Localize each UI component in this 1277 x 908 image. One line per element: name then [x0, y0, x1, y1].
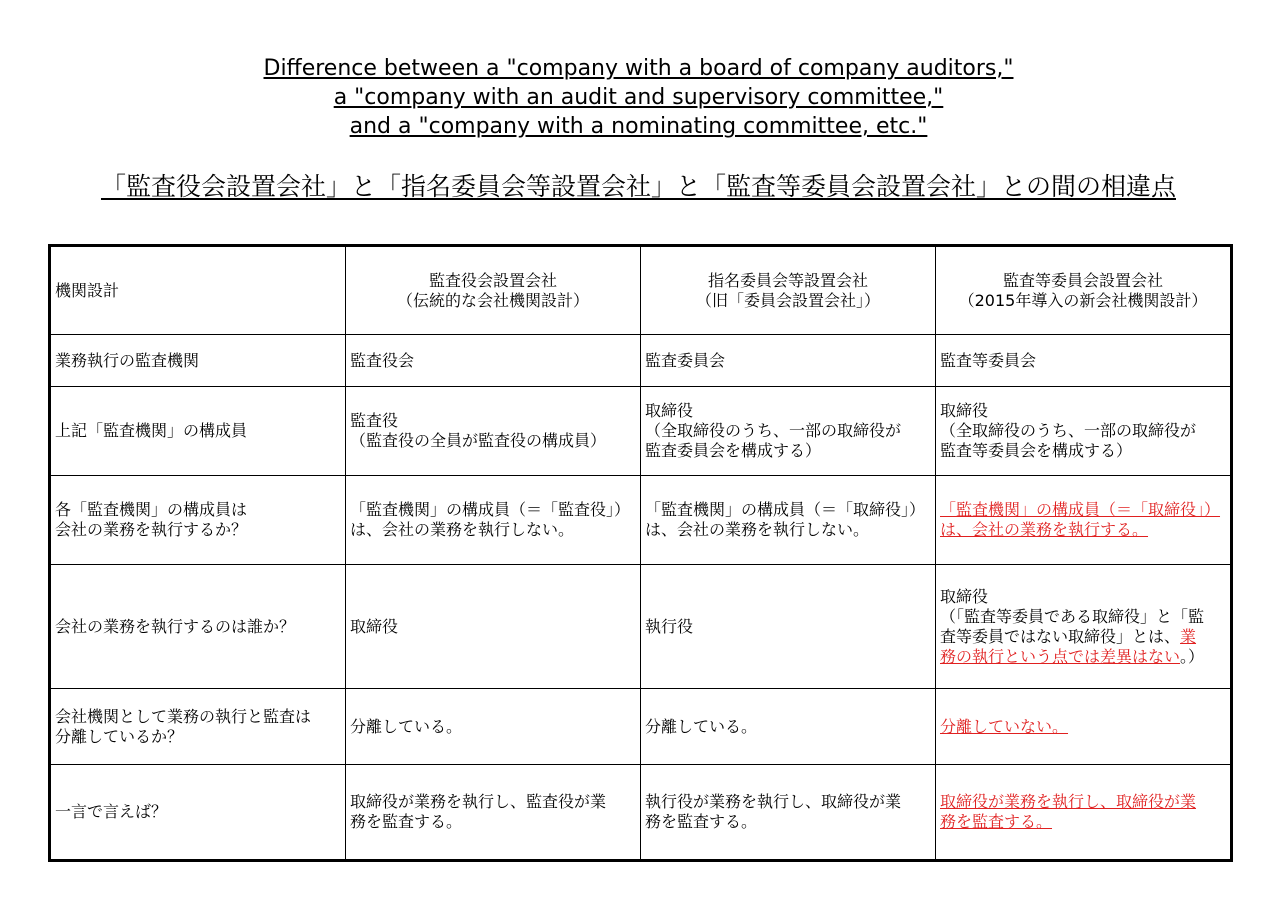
row4-col3-line4-end: 。） — [1180, 646, 1205, 666]
row4-col3-line2: （「監査等委員である取締役」と「監 — [940, 606, 1205, 626]
header-col2-subtitle: （旧「委員会設置会社」） — [695, 290, 880, 310]
row1-col3-value: 監査等委員会 — [940, 350, 1037, 370]
row6-col3-line1-highlight: 取締役が業務を執行し、取締役が業 — [940, 792, 1197, 811]
row5-col1-cell — [346, 689, 641, 765]
japanese-title — [0, 170, 1277, 204]
row1-col2-cell — [641, 335, 936, 387]
row4-col3-line3-highlight: 業 — [1180, 626, 1197, 646]
row1-label: 業務執行の監査機関 — [55, 350, 200, 370]
header-label-cell — [50, 246, 346, 335]
row6-col2-line1: 執行役が業務を執行し、取締役が業 — [645, 792, 902, 811]
table-row — [50, 335, 1232, 387]
row4-label-cell — [50, 565, 346, 689]
row4-col3-line4-highlight: 務の執行という点では差異はない — [940, 646, 1181, 666]
row3-col1-cell — [346, 476, 641, 565]
row6-col1-line2: 務を監査する。 — [350, 812, 463, 831]
row2-col1-line1: 監査役 — [350, 411, 399, 430]
header-col1-subtitle: （伝統的な会社機関設計） — [396, 290, 589, 310]
row5-col3-value-highlight: 分離していない。 — [940, 716, 1069, 736]
row2-col3-line1: 取締役 — [940, 401, 989, 420]
english-title-line3: and a "company with a nominating committee, etc." — [349, 114, 928, 139]
row2-col2-line1: 取締役 — [645, 401, 694, 420]
row3-col1-line2: は、会社の業務を執行しない。 — [350, 520, 575, 539]
header-col3-subtitle: （2015年導入の新会社機関設計） — [958, 290, 1208, 310]
row6-col3-line2-highlight: 務を監査する。 — [940, 812, 1053, 831]
row6-col1-cell — [346, 765, 641, 861]
row1-col1-cell — [346, 335, 641, 387]
row3-col3-cell — [936, 476, 1232, 565]
row3-label-line2: 会社の業務を執行するか？ — [55, 520, 248, 539]
row1-col3-cell — [936, 335, 1232, 387]
table-row — [50, 565, 1232, 689]
header-col3-title: 監査等委員会設置会社 — [1002, 270, 1163, 290]
comparison-table — [48, 244, 1233, 862]
row2-col3-line2: （全取締役のうち、一部の取締役が — [940, 421, 1197, 440]
row2-col2-line3: 監査委員会を構成する） — [645, 441, 822, 460]
header-col1-cell — [346, 246, 641, 335]
row3-col3-line2-highlight: は、会社の業務を執行する。 — [940, 520, 1149, 539]
row4-col2-cell — [641, 565, 936, 689]
row5-col1-value: 分離している。 — [350, 716, 463, 736]
row4-col3-line3: 査等委員ではない取締役」とは、 — [940, 626, 1181, 646]
row6-label: 一言で言えば？ — [55, 802, 168, 821]
row3-label-line1: 各「監査機関」の構成員は — [55, 500, 248, 519]
table-row — [50, 476, 1232, 565]
row4-col1-cell — [346, 565, 641, 689]
row2-col2-cell — [641, 387, 936, 476]
row3-label-cell — [50, 476, 346, 565]
row2-label-cell — [50, 387, 346, 476]
row1-label-cell — [50, 335, 346, 387]
row5-label-line2: 分離しているか？ — [55, 726, 184, 746]
row2-col1-line2: （監査役の全員が監査役の構成員） — [350, 431, 607, 450]
header-col2-cell — [641, 246, 936, 335]
row2-label: 上記「監査機関」の構成員 — [55, 421, 248, 440]
table-row — [50, 765, 1232, 861]
row3-col1-line1: 「監査機関」の構成員（＝「監査役」） — [350, 500, 631, 519]
header-col3-cell — [936, 246, 1232, 335]
row2-col3-cell — [936, 387, 1232, 476]
row3-col2-cell — [641, 476, 936, 565]
row1-col1-value: 監査役会 — [350, 350, 415, 370]
header-col1-title: 監査役会設置会社 — [428, 270, 557, 290]
row2-col3-line3: 監査等委員会を構成する） — [940, 441, 1133, 460]
header-label: 機関設計 — [55, 280, 120, 300]
row3-col2-line2: は、会社の業務を執行しない。 — [645, 520, 870, 539]
row4-col3-cell — [936, 565, 1232, 689]
row5-label-cell — [50, 689, 346, 765]
row4-label: 会社の業務を執行するのは誰か？ — [55, 616, 296, 636]
row1-col2-value: 監査委員会 — [645, 350, 726, 370]
table-row-header — [50, 246, 1232, 335]
row5-col3-cell — [936, 689, 1232, 765]
english-title-line1: Difference between a "company with a board of company auditors," — [263, 56, 1014, 81]
row5-col2-cell — [641, 689, 936, 765]
table-row — [50, 387, 1232, 476]
row3-col2-line1: 「監査機関」の構成員（＝「取締役」） — [645, 500, 926, 519]
row6-col3-cell — [936, 765, 1232, 861]
row2-col1-cell — [346, 387, 641, 476]
row6-label-cell — [50, 765, 346, 861]
row5-col2-value: 分離している。 — [645, 716, 758, 736]
header-col2-title: 指名委員会等設置会社 — [707, 270, 868, 290]
row4-col2-value: 執行役 — [645, 616, 694, 636]
english-title — [0, 54, 1277, 141]
row4-col1-value: 取締役 — [350, 616, 399, 636]
row6-col1-line1: 取締役が業務を執行し、監査役が業 — [350, 792, 607, 811]
row2-col2-line2: （全取締役のうち、一部の取締役が — [645, 421, 902, 440]
japanese-title-text: 「監査役会設置会社」と「指名委員会等設置会社」と「監査等委員会設置会社」との間の相違点 — [100, 172, 1176, 201]
row5-label-line1: 会社機関として業務の執行と監査は — [55, 706, 312, 726]
row6-col2-cell — [641, 765, 936, 861]
row4-col3-line1: 取締役 — [940, 586, 989, 606]
english-title-line2: a "company with an audit and supervisory committee," — [333, 85, 944, 110]
row3-col3-line1-highlight: 「監査機関」の構成員（＝「取締役」） — [940, 500, 1221, 519]
row6-col2-line2: 務を監査する。 — [645, 812, 758, 831]
table-row — [50, 689, 1232, 765]
